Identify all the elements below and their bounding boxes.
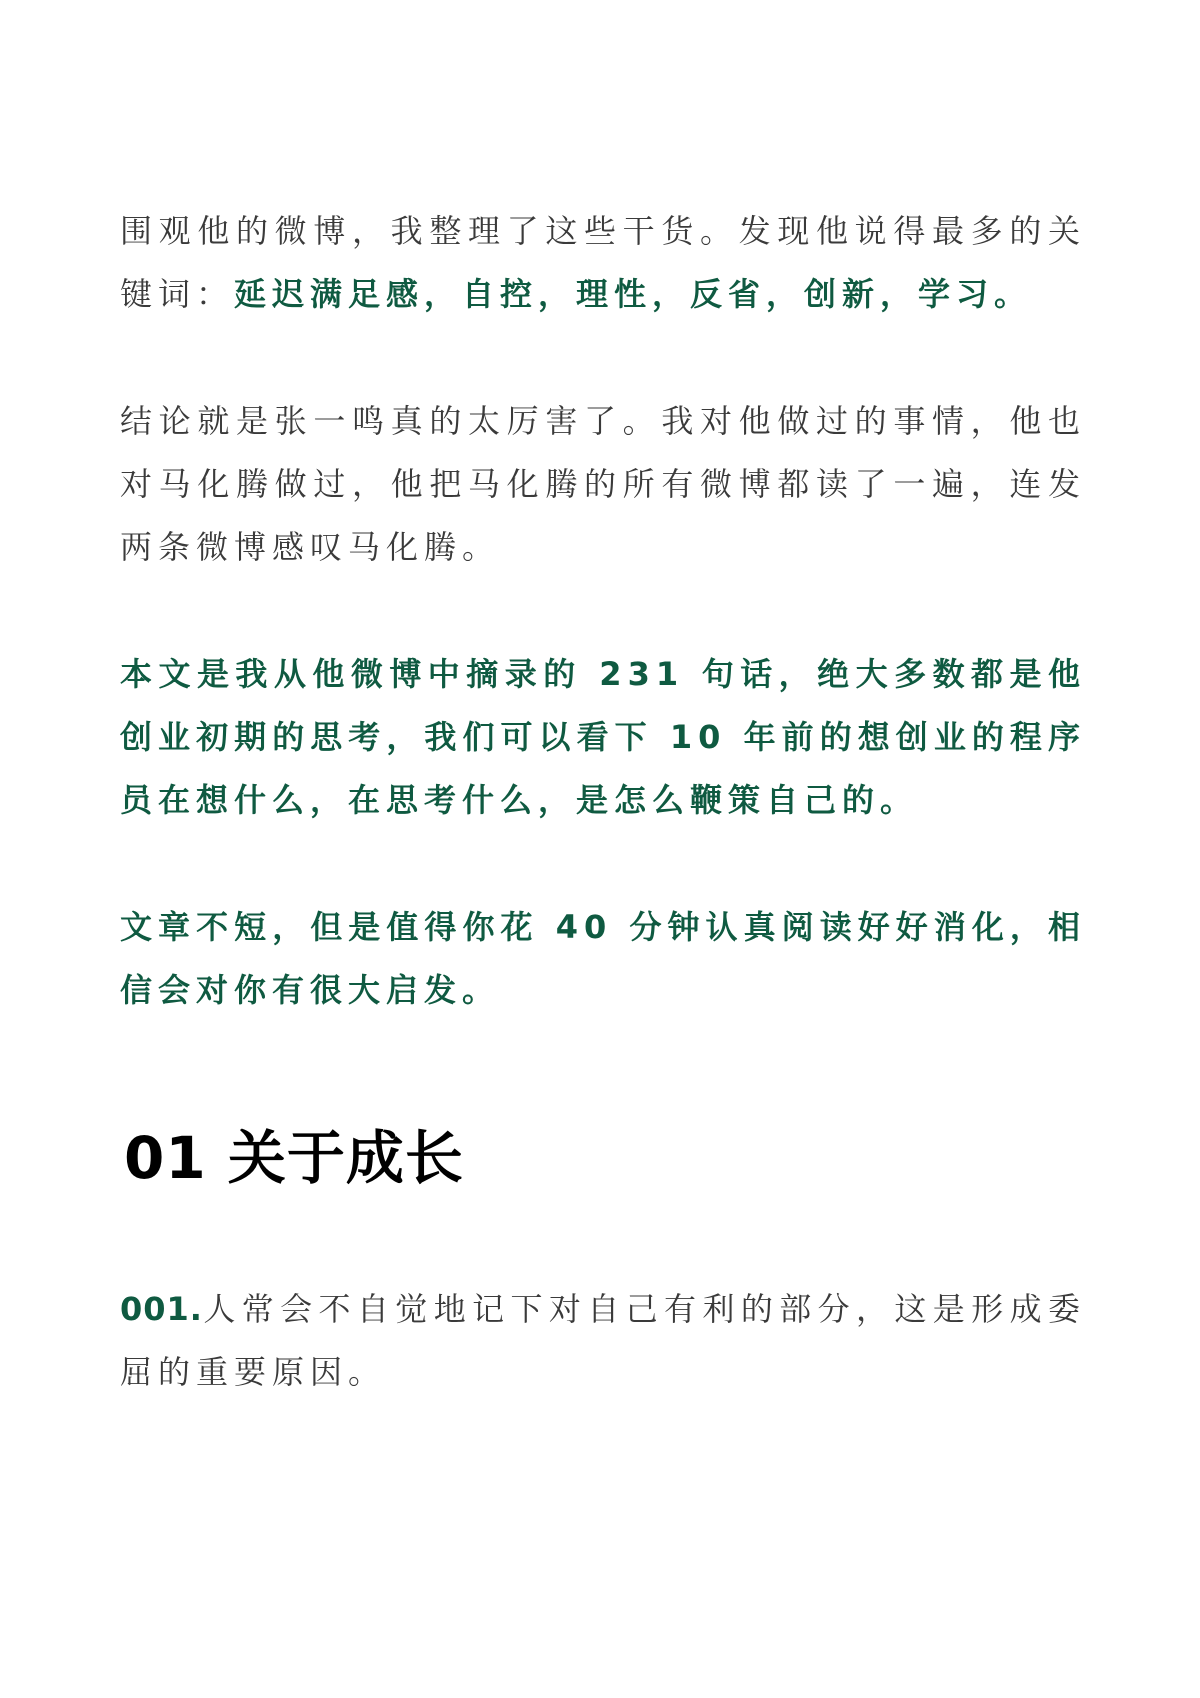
intro-text: 围观他的微博，我整理了这些干货。发现他说得最多的关键词： <box>120 212 1086 313</box>
keywords-highlight: 延迟满足感，自控，理性，反省，创新，学习。 <box>234 275 1033 313</box>
article-body <box>120 200 1086 1404</box>
highlight-paragraph-2: 文章不短，但是值得你花 40 分钟认真阅读好好消化，相信会对你有很大启发。 <box>120 908 1086 1009</box>
highlight-paragraph-1: 本文是我从他微博中摘录的 231 句话，绝大多数都是他创业初期的思考，我们可以看下 10 年前的想创业的程序员在想什么，在思考什么，是怎么鞭策自己的。 <box>120 655 1086 819</box>
quote-paragraph-001 <box>120 1278 1086 1404</box>
quote-number: 001. <box>120 1290 203 1328</box>
quote-text: 人常会不自觉地记下对自己有利的部分，这是形成委屈的重要原因。 <box>120 1290 1086 1391</box>
conclusion-paragraph: 结论就是张一鸣真的太厉害了。我对他做过的事情，他也对马化腾做过，他把马化腾的所有微博都读了一遍，连发两条微博感叹马化腾。 <box>120 402 1086 566</box>
section-title: 01 关于成长 <box>124 1124 464 1192</box>
intro-paragraph <box>120 200 1086 326</box>
